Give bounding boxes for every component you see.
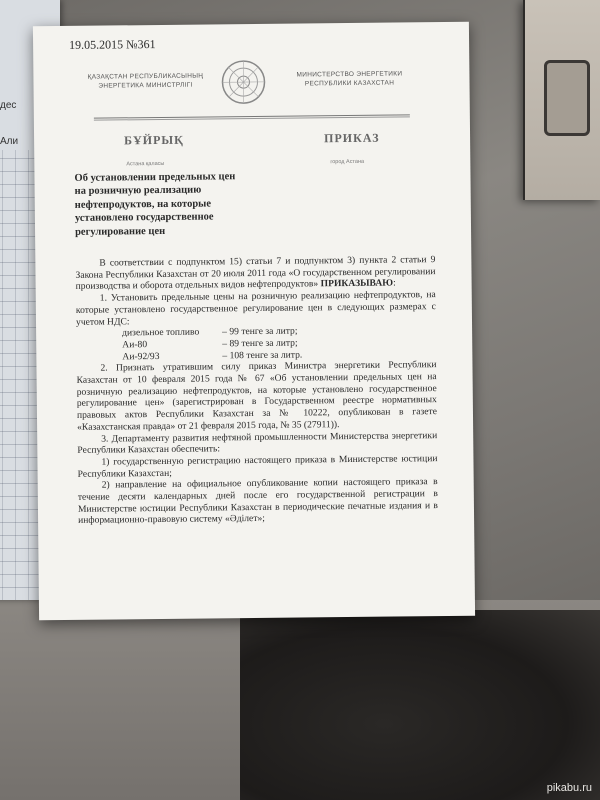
item-1: 1. Установить предельные цены на розничную реализацию нефтепродуктов, на которые установлено государственное регулирование цен в следующих размерах с учетом НДС: — [75, 289, 436, 328]
sheet-text-stub: Али — [0, 136, 19, 147]
fuel-name: Аи-92/93 — [122, 350, 160, 363]
fuel-price: – 89 тенге за литр; — [222, 337, 298, 350]
city-kz: Астана қаласы — [126, 160, 165, 168]
watermark: pikabu.ru — [546, 782, 592, 794]
document-number: 19.05.2015 №361 — [69, 37, 156, 52]
intro-text: В соответствии с подпунктом 15) статьи 7 и подпунктом 3) пункта 2 статьи 9 Закона Республики Казахстан от 20 июля 2011 года «О государственном регулировании производства и оборота отдельных видов нефтепродуктов» — [75, 254, 436, 293]
order-word: ПРИКАЗЫВАЮ — [320, 277, 394, 290]
order-subject: Об установлении предельных цен на розничную реализацию нефтепродуктов, на которые установлено государственное регулирование цен — [74, 171, 236, 238]
order-document — [33, 22, 475, 621]
fuel-price: – 99 тенге за литр; — [222, 325, 298, 338]
sheet-text-stub: дес — [0, 100, 17, 111]
ministry-header-kz: ҚАЗАҚСТАН РЕСПУБЛИКАСЫНЫҢ ЭНЕРГЕТИКА МИНИСТРЛІГІ — [87, 72, 204, 90]
fuel-name: Аи-80 — [122, 339, 148, 351]
intro-paragraph: В соответствии с подпунктом 15) статьи 7 и подпунктом 3) пункта 2 статьи 9 Закона Республики Казахстан от 20 июля 2011 года «О государственном регулировании производства и оборота отдельных видов нефтепродуктов» ПРИКАЗЫВАЮ: — [75, 254, 436, 293]
item-3: 3. Департаменту развития нефтяной промышленности Министерства энергетики Республики Казахстан обеспечить: — [77, 429, 438, 457]
item-3-2: 2) направление на официальное опубликование копии настоящего приказа в течение десяти календарных дней после его государственной регистрации в Министерстве юстиции Республики Казахстан в периодические печатные издания и в информационно-правовую систему «Әділет»; — [77, 476, 438, 527]
fuel-price: – 108 тенге за литр. — [222, 349, 303, 361]
item-2: 2. Признать утратившим силу приказ Министра энергетики Республики Казахстан от 10 февраля 2015 года № 67 «Об установлении предельных цен на розничную реализацию нефтепродуктов, на которые установлено государственное регулирование цен» (зарегистрирован в Государственном реестре нормативных правовых актов Республики Казахстан за № 10222, опубликован в газете «Казахстанская правда» от 21 февраля 2015 года, № 35 (27911)). — [76, 359, 438, 433]
binder-folder — [523, 0, 600, 200]
title-kz: БҰЙРЫҚ — [124, 132, 184, 148]
fuel-name: дизельное топливо — [122, 326, 200, 339]
state-emblem-icon — [219, 58, 268, 107]
item-3-1: 1) государственную регистрацию настоящего приказа в Министерстве юстиции Республики Казахстан; — [77, 453, 438, 480]
title-ru: ПРИКАЗ — [324, 130, 380, 146]
ministry-header-ru: МИНИСТЕРСТВО ЭНЕРГЕТИКИ РЕСПУБЛИКИ КАЗАХСТАН — [296, 70, 403, 88]
binder-clip — [544, 60, 590, 136]
dark-cloth — [240, 610, 600, 800]
city-ru: город Астана — [330, 158, 365, 166]
order-body — [75, 254, 438, 527]
